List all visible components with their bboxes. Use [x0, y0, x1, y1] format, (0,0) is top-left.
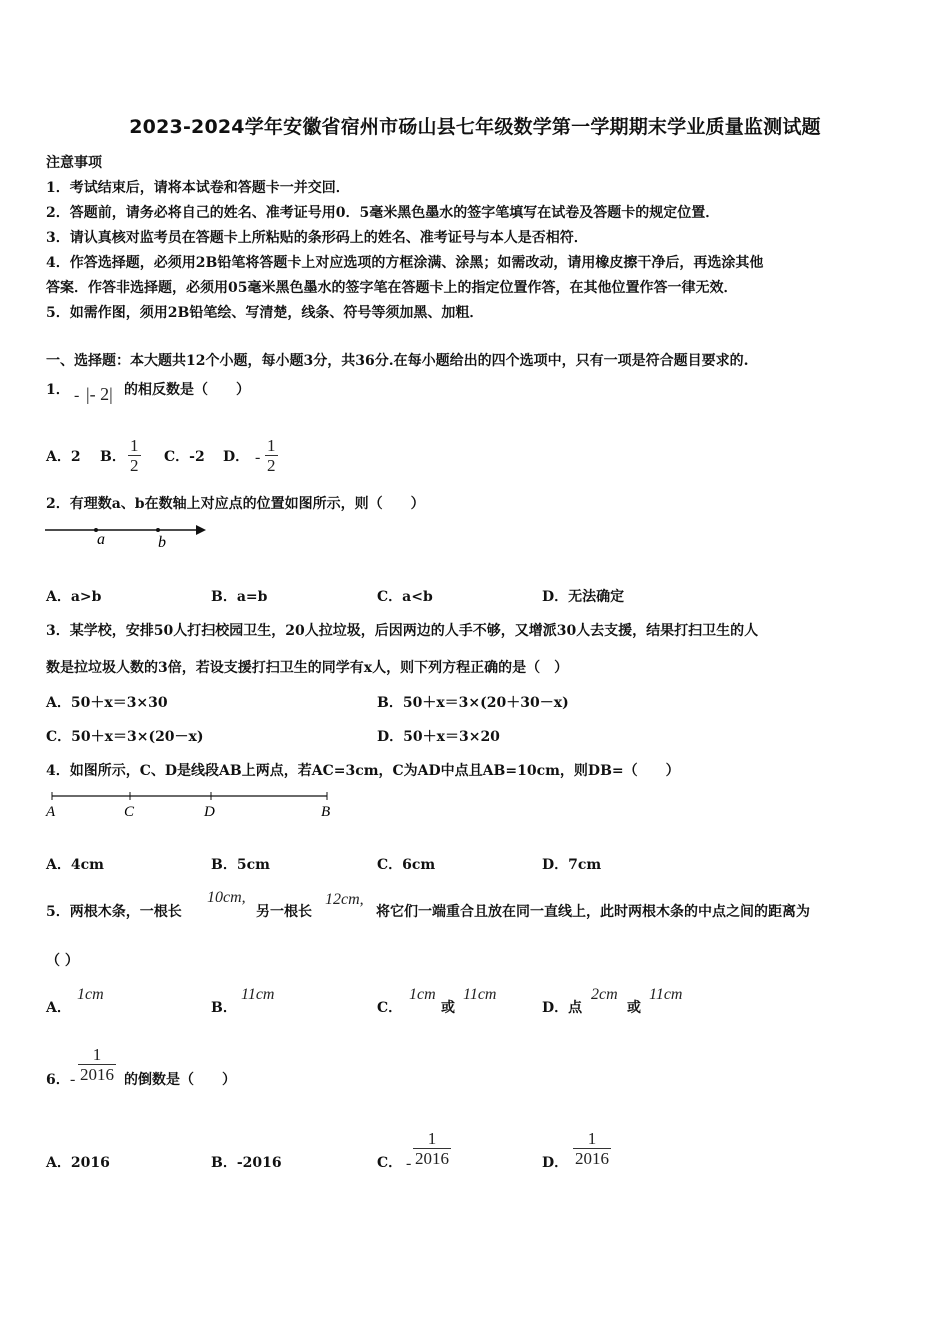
q2-option-a: A．a>b: [46, 589, 102, 605]
q5-option-d-value2: 11cm: [649, 986, 683, 1003]
q5-stem-start: 5．两根木条，一根长: [46, 904, 182, 920]
q3-option-a: A．50＋x＝3×30: [46, 695, 168, 711]
q5-option-c-label: C．: [377, 1000, 403, 1016]
q1-expr-sign: -: [74, 387, 80, 404]
notice-item: 3．请认真核对监考员在答题卡上所粘贴的条形码上的姓名、准考证号与本人是否相符．: [46, 230, 588, 246]
point-label-a: A: [46, 804, 56, 820]
q5-option-c-value1: 1cm: [409, 986, 436, 1003]
q1-option-b-fraction: [128, 436, 141, 475]
q5-stem-end: 将它们一端重合且放在同一直线上，此时两根木条的中点之间的距离为: [376, 904, 810, 920]
q1-option-b-label: B．: [100, 449, 126, 465]
notice-item: 1．考试结束后，请将本试卷和答题卡一并交回．: [46, 180, 350, 196]
point-b-label: b: [158, 534, 166, 551]
fraction-numerator: 1: [267, 436, 276, 455]
notice-item: 2．答题前，请务必将自己的姓名、准考证号用0．5毫米黑色墨水的签字笔填写在试卷及答题卡的规定位置．: [46, 205, 720, 221]
q6-option-b: B．-2016: [211, 1155, 282, 1171]
point-label-b: B: [321, 804, 331, 820]
q4-stem: 4．如图所示，C、D是线段AB上两点，若AC=3cm，C为AD中点且AB=10cm，则DB=（ ）: [46, 763, 680, 779]
point-b-dot: [156, 528, 160, 532]
fraction-denominator: 2: [267, 456, 276, 475]
q6-stem: 的倒数是（ ）: [124, 1072, 236, 1088]
q6-option-c-label: C．: [377, 1155, 403, 1171]
q6-fraction: [78, 1045, 116, 1084]
page-title: 2023-2024学年安徽省宿州市砀山县七年级数学第一学期期末学业质量监测试题: [129, 116, 821, 138]
q5-length-2: 12cm,: [325, 891, 364, 908]
q1-stem: 的相反数是（ ）: [124, 382, 250, 398]
fraction-numerator: 1: [92, 1045, 102, 1064]
q5-option-a-value: 1cm: [77, 986, 104, 1003]
line-segment-figure: [44, 788, 336, 822]
arrow-head-icon: [196, 525, 206, 535]
q2-option-c: C．a<b: [377, 589, 433, 605]
q1-option-d-sign: -: [255, 449, 261, 466]
q5-option-c-value2: 11cm: [463, 986, 497, 1003]
notice-item: 答案．作答非选择题，必须用05毫米黑色墨水的签字笔在答题卡上的指定位置作答，在其他位置作答一律无效．: [46, 280, 738, 296]
q3-option-d: D．50＋x＝3×20: [377, 729, 500, 745]
q5-option-d-label: D．点: [542, 1000, 583, 1016]
q5-option-d-or: 或: [627, 1000, 641, 1016]
q3-stem-line2: 数是拉垃圾人数的3倍，若设支援打扫卫生的同学有x人，则下列方程正确的是（ ）: [46, 660, 569, 676]
fraction-denominator: 2: [130, 456, 139, 475]
q5-option-b-value: 11cm: [241, 986, 275, 1003]
q5-option-d-value1: 2cm: [591, 986, 618, 1003]
q1-option-d-label: D．: [223, 449, 250, 465]
notice-item: 4．作答选择题，必须用2B铅笔将答题卡上对应选项的方框涂满、涂黑；如需改动，请用橡皮擦干净后，再选涂其他: [46, 255, 764, 271]
fraction-denominator: 2016: [415, 1149, 449, 1168]
q1-option-a: A．2: [46, 449, 81, 465]
q6-option-d-fraction: [573, 1129, 611, 1168]
notice-item: 5．如需作图，须用2B铅笔绘、写清楚，线条、符号等须加黑、加粗．: [46, 305, 484, 321]
q4-option-c: C．6cm: [377, 857, 436, 873]
fraction-numerator: 1: [587, 1129, 597, 1148]
q3-option-b: B．50＋x＝3×(20＋30－x): [377, 695, 569, 711]
q5-option-b-label: B．: [211, 1000, 237, 1016]
fraction-denominator: 2016: [80, 1065, 114, 1084]
fraction-numerator: 1: [130, 436, 139, 455]
q2-option-b: B．a=b: [211, 589, 268, 605]
q1-expr-abs: |- 2|: [86, 384, 113, 404]
point-label-d: D: [204, 804, 215, 820]
q5-stem-mid: 另一根长: [256, 904, 312, 920]
section-heading: 一、选择题：本大题共12个小题，每小题3分，共36分.在每小题给出的四个选项中，只有一项是符合题目要求的.: [46, 353, 749, 369]
q2-stem: 2．有理数a、b在数轴上对应点的位置如图所示，则（ ）: [46, 496, 425, 512]
number-line-figure: [44, 518, 208, 552]
q5-length-1: 10cm,: [207, 889, 246, 906]
q5-option-a-label: A．: [46, 1000, 71, 1016]
q3-option-c: C．50＋x＝3×(20－x): [46, 729, 204, 745]
q3-stem-line1: 3．某学校，安排50人打扫校园卫生，20人拉垃圾，后因两边的人手不够，又增派30人去支援，结果打扫卫生的人: [46, 623, 759, 639]
q6-option-d-label: D．: [542, 1155, 569, 1171]
q1-option-d-fraction: [265, 436, 278, 475]
q5-paren: （ ）: [46, 953, 79, 969]
point-a-label: a: [97, 531, 105, 548]
point-label-c: C: [124, 804, 135, 820]
q1-option-c: C．-2: [164, 449, 205, 465]
q6-option-c-fraction: [413, 1129, 451, 1168]
q2-option-d: D．无法确定: [542, 589, 625, 605]
q5-option-c-or: 或: [441, 1000, 455, 1016]
q4-option-b: B．5cm: [211, 857, 270, 873]
q6-option-c-sign: -: [406, 1155, 412, 1172]
q6-sign: -: [70, 1071, 76, 1088]
q4-option-a: A．4cm: [46, 857, 104, 873]
q1-number: 1．: [46, 382, 70, 398]
q4-option-d: D．7cm: [542, 857, 602, 873]
fraction-denominator: 2016: [575, 1149, 609, 1168]
q6-number: 6．: [46, 1072, 70, 1088]
fraction-numerator: 1: [427, 1129, 437, 1148]
notice-heading: 注意事项: [46, 155, 102, 171]
q6-option-a: A．2016: [46, 1155, 110, 1171]
